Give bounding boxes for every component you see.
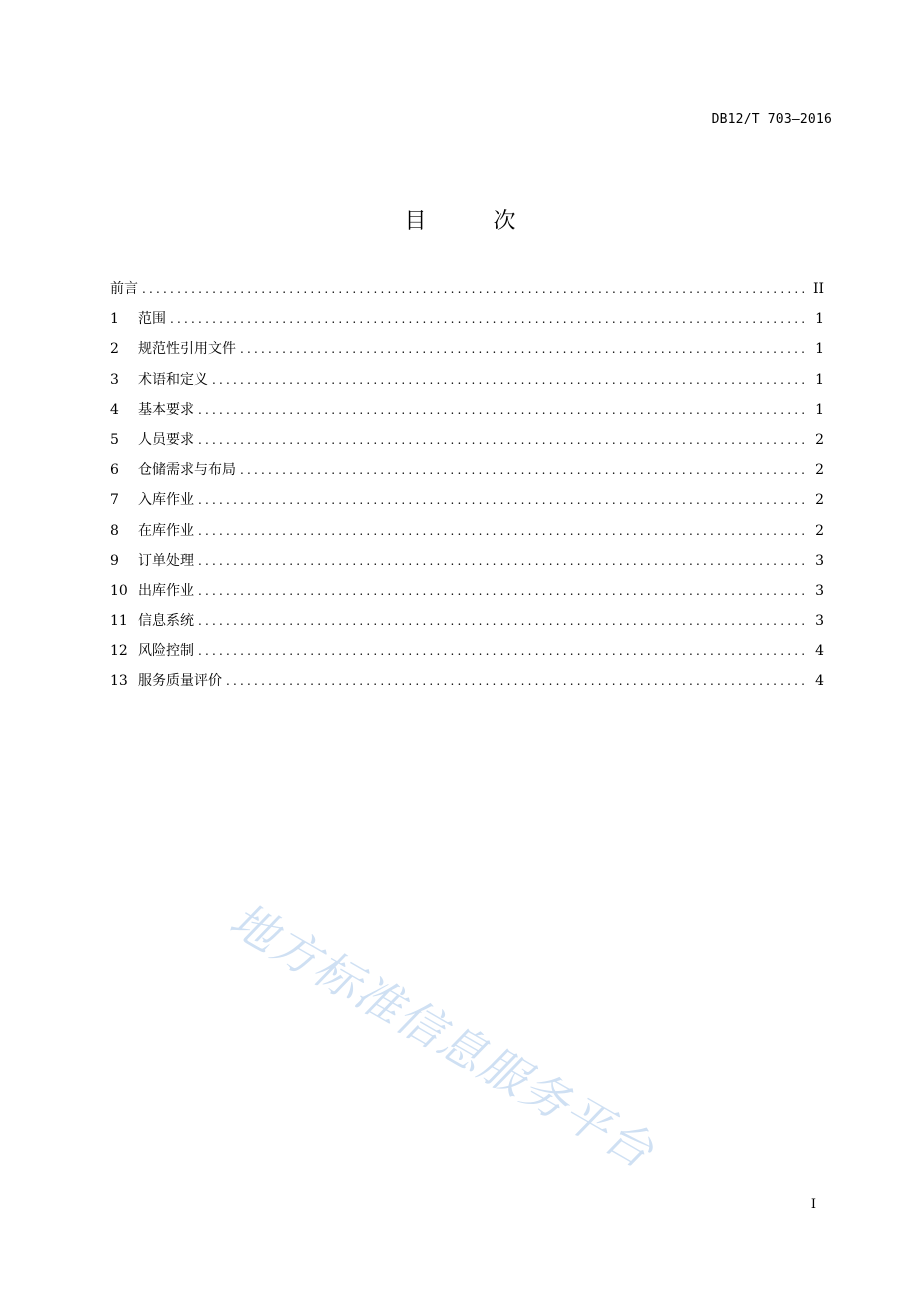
toc-entry-page: 3: [815, 582, 824, 599]
toc-entry[interactable]: [110, 550, 824, 580]
toc-entry-title: 入库作业: [138, 492, 194, 509]
toc-entry-number: 11: [110, 613, 128, 630]
toc-entry-number: 4: [110, 401, 119, 418]
toc-entry[interactable]: [110, 338, 824, 368]
toc-entry-number: 10: [110, 582, 128, 599]
toc-leader-dots: [198, 580, 808, 602]
toc-entry-number: 13: [110, 673, 128, 690]
page-number: I: [810, 1197, 816, 1212]
toc-entry-page: 3: [815, 552, 824, 569]
toc-entry-number: 7: [110, 492, 119, 509]
toc-entry[interactable]: [110, 429, 824, 459]
toc-leader-dots: [198, 610, 808, 632]
toc-entry[interactable]: [110, 670, 824, 700]
toc-entry-number: 9: [110, 552, 119, 569]
toc-entry-title: 风险控制: [138, 643, 194, 660]
toc-entry[interactable]: [110, 520, 824, 550]
toc-leader-dots: [198, 399, 808, 421]
toc-leader-dots: [240, 459, 808, 481]
toc-entry-page: II: [812, 281, 824, 297]
toc-entry[interactable]: [110, 610, 824, 640]
toc-entry-page: 1: [815, 371, 824, 388]
toc-entry-number: 12: [110, 643, 128, 660]
toc-entry-title: 范围: [138, 311, 166, 328]
toc-leader-dots: [142, 278, 807, 300]
toc-entry-title: 服务质量评价: [138, 673, 222, 690]
toc-entry-page: 4: [815, 673, 824, 690]
toc-entry-foreword[interactable]: [110, 278, 824, 308]
toc-entry-title: 前言: [110, 281, 138, 297]
toc-entry-page: 1: [815, 311, 824, 328]
toc-entry-page: 2: [815, 522, 824, 539]
toc-leader-dots: [212, 369, 808, 391]
toc-leader-dots: [198, 520, 808, 542]
toc-entry-number: 5: [110, 431, 119, 448]
toc-entry-page: 2: [815, 492, 824, 509]
toc-entry-title: 在库作业: [138, 522, 194, 539]
toc-entry[interactable]: [110, 459, 824, 489]
toc-leader-dots: [198, 489, 808, 511]
toc-entry[interactable]: [110, 580, 824, 610]
toc-entry[interactable]: [110, 399, 824, 429]
toc-leader-dots: [240, 338, 808, 360]
watermark: 地方标准信息服务平台: [221, 892, 664, 1179]
toc-entry-title: 术语和定义: [138, 371, 208, 388]
toc-entry[interactable]: [110, 369, 824, 399]
page-title: 目 次: [404, 209, 546, 234]
toc-entry-number: 1: [110, 311, 119, 328]
toc-entry[interactable]: [110, 640, 824, 670]
toc-entry[interactable]: [110, 308, 824, 338]
toc-entry-page: 2: [815, 431, 824, 448]
toc-entry-title: 出库作业: [138, 582, 194, 599]
toc-entry-page: 1: [815, 341, 824, 358]
toc-entry-page: 3: [815, 613, 824, 630]
toc-leader-dots: [198, 640, 808, 662]
toc-entry-title: 基本要求: [138, 401, 194, 418]
toc-entry-number: 8: [110, 522, 119, 539]
toc-entry-page: 4: [815, 643, 824, 660]
document-code: DB12/T 703—2016: [711, 112, 832, 127]
toc-entry[interactable]: [110, 489, 824, 519]
table-of-contents: [110, 278, 824, 701]
toc-entry-title: 订单处理: [138, 552, 194, 569]
toc-leader-dots: [226, 670, 808, 692]
toc-entry-page: 2: [815, 462, 824, 479]
toc-entry-title: 规范性引用文件: [138, 341, 236, 358]
toc-entry-number: 2: [110, 341, 119, 358]
toc-leader-dots: [198, 429, 808, 451]
toc-entry-number: 3: [110, 371, 119, 388]
toc-leader-dots: [198, 550, 808, 572]
toc-entry-title: 人员要求: [138, 431, 194, 448]
toc-entry-page: 1: [815, 401, 824, 418]
toc-entry-title: 仓储需求与布局: [138, 462, 236, 479]
toc-entry-title: 信息系统: [138, 613, 194, 630]
toc-entry-number: 6: [110, 462, 119, 479]
toc-leader-dots: [170, 308, 808, 330]
